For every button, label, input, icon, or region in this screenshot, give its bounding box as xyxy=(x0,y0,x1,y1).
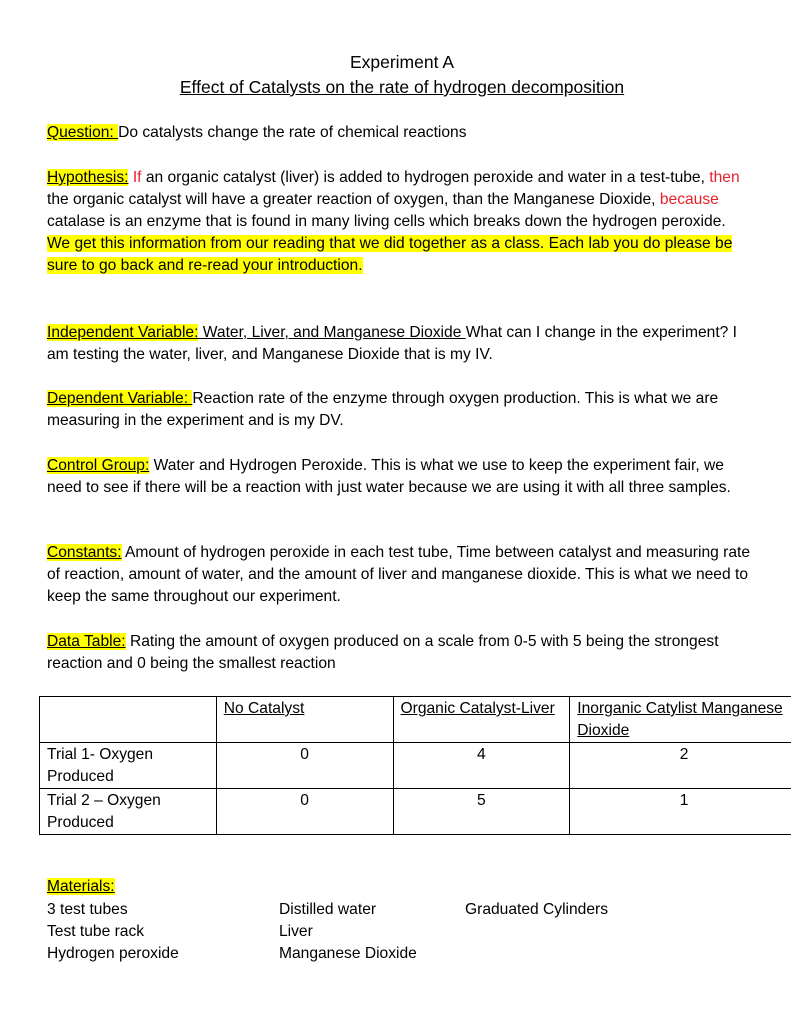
hypothesis-note: We get this information from our reading that we did together as a class. Each lab you do please be sure to go back and re-read your introduction. xyxy=(47,235,733,274)
hypothesis-because: because xyxy=(659,191,719,208)
independent-variable-section xyxy=(47,322,752,366)
control-label: Control Group: xyxy=(47,457,150,474)
materials-column-3 xyxy=(465,899,608,921)
material-item: Liver xyxy=(279,923,313,940)
table-row-label: Trial 2 – Oxygen Produced xyxy=(40,789,217,835)
table-cell: 0 xyxy=(216,789,393,835)
material-item: Manganese Dioxide xyxy=(279,945,417,962)
dependent-label: Dependent Variable: xyxy=(47,390,193,407)
question-label: Question: xyxy=(47,124,119,141)
question-section xyxy=(47,122,752,144)
table-header-cell xyxy=(40,697,217,743)
control-text: Water and Hydrogen Peroxide. This is what we use to keep the experiment fair, we need to see if there will be a reaction with just water because we are using it with all three samples. xyxy=(47,457,731,496)
material-item: 3 test tubes xyxy=(47,901,128,918)
dependent-text: Reaction rate of the enzyme through oxygen production. This is what we are measuring in the experiment and is my DV. xyxy=(47,390,719,429)
table-header-cell xyxy=(393,697,570,743)
table-cell: 5 xyxy=(393,789,570,835)
table-row-label: Trial 1- Oxygen Produced xyxy=(40,743,217,789)
table-cell: 1 xyxy=(570,789,791,835)
constants-section xyxy=(47,542,752,608)
table-cell: 0 xyxy=(216,743,393,789)
table-header-cell xyxy=(570,697,791,743)
constants-label: Constants: xyxy=(47,544,122,561)
table-cell: 4 xyxy=(393,743,570,789)
constants-text: Amount of hydrogen peroxide in each test tube, Time between catalyst and measuring rate of reaction, amount of water, and the amount of liver and manganese dioxide. This is what we need to keep the same throughout our experiment. xyxy=(47,544,751,605)
table-cell: 2 xyxy=(570,743,791,789)
materials-column-2 xyxy=(279,899,417,965)
control-group-section xyxy=(47,455,752,499)
table-header-row xyxy=(40,697,791,743)
independent-value: Water, Liver, and Manganese Dioxide xyxy=(198,324,466,341)
material-item: Test tube rack xyxy=(47,923,145,940)
table-row xyxy=(40,743,791,789)
material-item: Distilled water xyxy=(279,901,377,918)
page-title: Experiment A xyxy=(349,52,455,72)
hypothesis-then: then xyxy=(709,169,740,186)
independent-text: What can I change in the experiment? I am testing the water, liver, and Manganese Dioxide that is my IV. xyxy=(47,324,738,363)
materials-label: Materials: xyxy=(47,878,115,895)
hypothesis-label: Hypothesis: xyxy=(47,169,129,186)
page-subtitle: Effect of Catalysts on the rate of hydrogen decomposition xyxy=(179,77,625,97)
hypothesis-if: If xyxy=(132,169,142,186)
independent-label: Independent Variable: xyxy=(47,324,199,341)
data-table xyxy=(39,696,791,835)
table-header-text: No Catalyst xyxy=(223,700,305,717)
table-header-cell xyxy=(216,697,393,743)
question-text: Do catalysts change the rate of chemical reactions xyxy=(118,124,467,141)
dependent-variable-section xyxy=(47,388,752,432)
table-row xyxy=(40,789,791,835)
hypothesis-part1: an organic catalyst (liver) is added to hydrogen peroxide and water in a test-tube, xyxy=(141,169,710,186)
hypothesis-part3: catalase is an enzyme that is found in many living cells which breaks down the hydrogen peroxide. xyxy=(47,213,726,230)
data-table-text: Rating the amount of oxygen produced on a scale from 0-5 with 5 being the strongest reaction and 0 being the smallest reaction xyxy=(47,633,719,672)
materials-column-1 xyxy=(47,899,179,965)
data-table-label: Data Table: xyxy=(47,633,126,650)
title-block xyxy=(47,50,757,100)
materials-heading xyxy=(47,876,752,898)
table-header-text: Organic Catalyst-Liver xyxy=(400,700,555,717)
data-table-intro xyxy=(47,631,752,675)
hypothesis-section xyxy=(47,167,752,277)
table-header-text: Inorganic Catylist Manganese Dioxide xyxy=(577,700,783,739)
hypothesis-part2: the organic catalyst will have a greater reaction of oxygen, than the Manganese Dioxide, xyxy=(47,191,660,208)
material-item: Hydrogen peroxide xyxy=(47,945,179,962)
material-item: Graduated Cylinders xyxy=(465,901,609,918)
